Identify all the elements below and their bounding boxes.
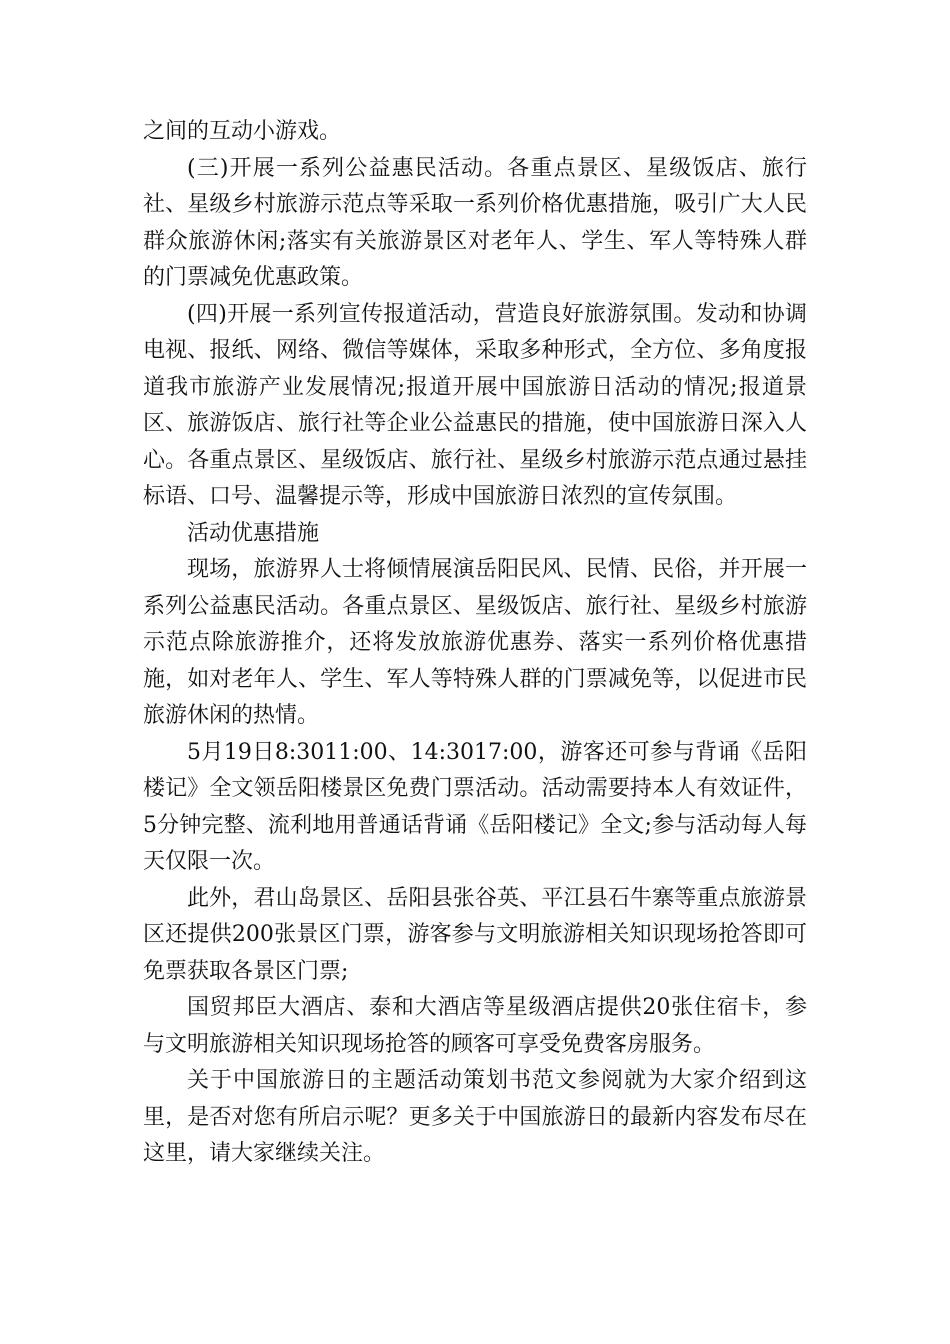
paragraph-scenic-tickets: 此外，君山岛景区、岳阳县张谷英、平江县石牛寨等重点旅游景区还提供200张景区门票，游客参与文明旅游相关知识现场抢答即可免票获取各景区门票; — [143, 885, 807, 984]
paragraph-continuation: 之间的互动小游戏。 — [143, 119, 342, 144]
paragraph-onsite: 现场，旅游界人士将倾情展演岳阳民风、民情、民俗，并开展一系列公益惠民活动。各重点景区、星级饭店、旅行社、星级乡村旅游示范点除旅游推介，还将发放旅游优惠券、落实一系列价格优惠措施，如对老年人、学生、军人等特殊人群的门票减免等，以促进市民旅游休闲的热情。 — [143, 557, 807, 728]
paragraph-section-four: (四)开展一系列宣传报道活动，营造良好旅游氛围。发动和协调电视、报纸、网络、微信等媒体，采取多种形式，全方位、多角度报道我市旅游产业发展情况;报道开展中国旅游日活动的情况;报道景区、旅游饭店、旅行社等企业公益惠民的措施，使中国旅游日深入人心。各重点景区、星级饭店、旅行社、星级乡村旅游示范点通过悬挂标语、口号、温馨提示等，形成中国旅游日浓烈的宣传氛围。 — [143, 301, 807, 509]
document-body — [143, 114, 807, 1173]
paragraph-section-three: (三)开展一系列公益惠民活动。各重点景区、星级饭店、旅行社、星级乡村旅游示范点等采取一系列价格优惠措施，吸引广大人民群众旅游休闲;落实有关旅游景区对老年人、学生、军人等特殊人群的门票减免优惠政策。 — [143, 155, 807, 290]
paragraph-closing: 关于中国旅游日的主题活动策划书范文参阅就为大家介绍到这里，是否对您有所启示呢？更多关于中国旅游日的最新内容发布尽在这里，请大家继续关注。 — [143, 1068, 807, 1166]
paragraph-hotel-cards: 国贸邦臣大酒店、泰和大酒店等星级酒店提供20张住宿卡，参与文明旅游相关知识现场抢答的顾客可享受免费客房服务。 — [143, 995, 807, 1057]
paragraph-may-19: 5月19日8:3011:00、14:3017:00，游客还可参与背诵《岳阳楼记》全文领岳阳楼景区免费门票活动。活动需要持本人有效证件，5分钟完整、流利地用普通话背诵《岳阳楼记》全文;参与活动每人每天仅限一次。 — [143, 739, 807, 874]
section-heading-discounts: 活动优惠措施 — [187, 520, 320, 546]
